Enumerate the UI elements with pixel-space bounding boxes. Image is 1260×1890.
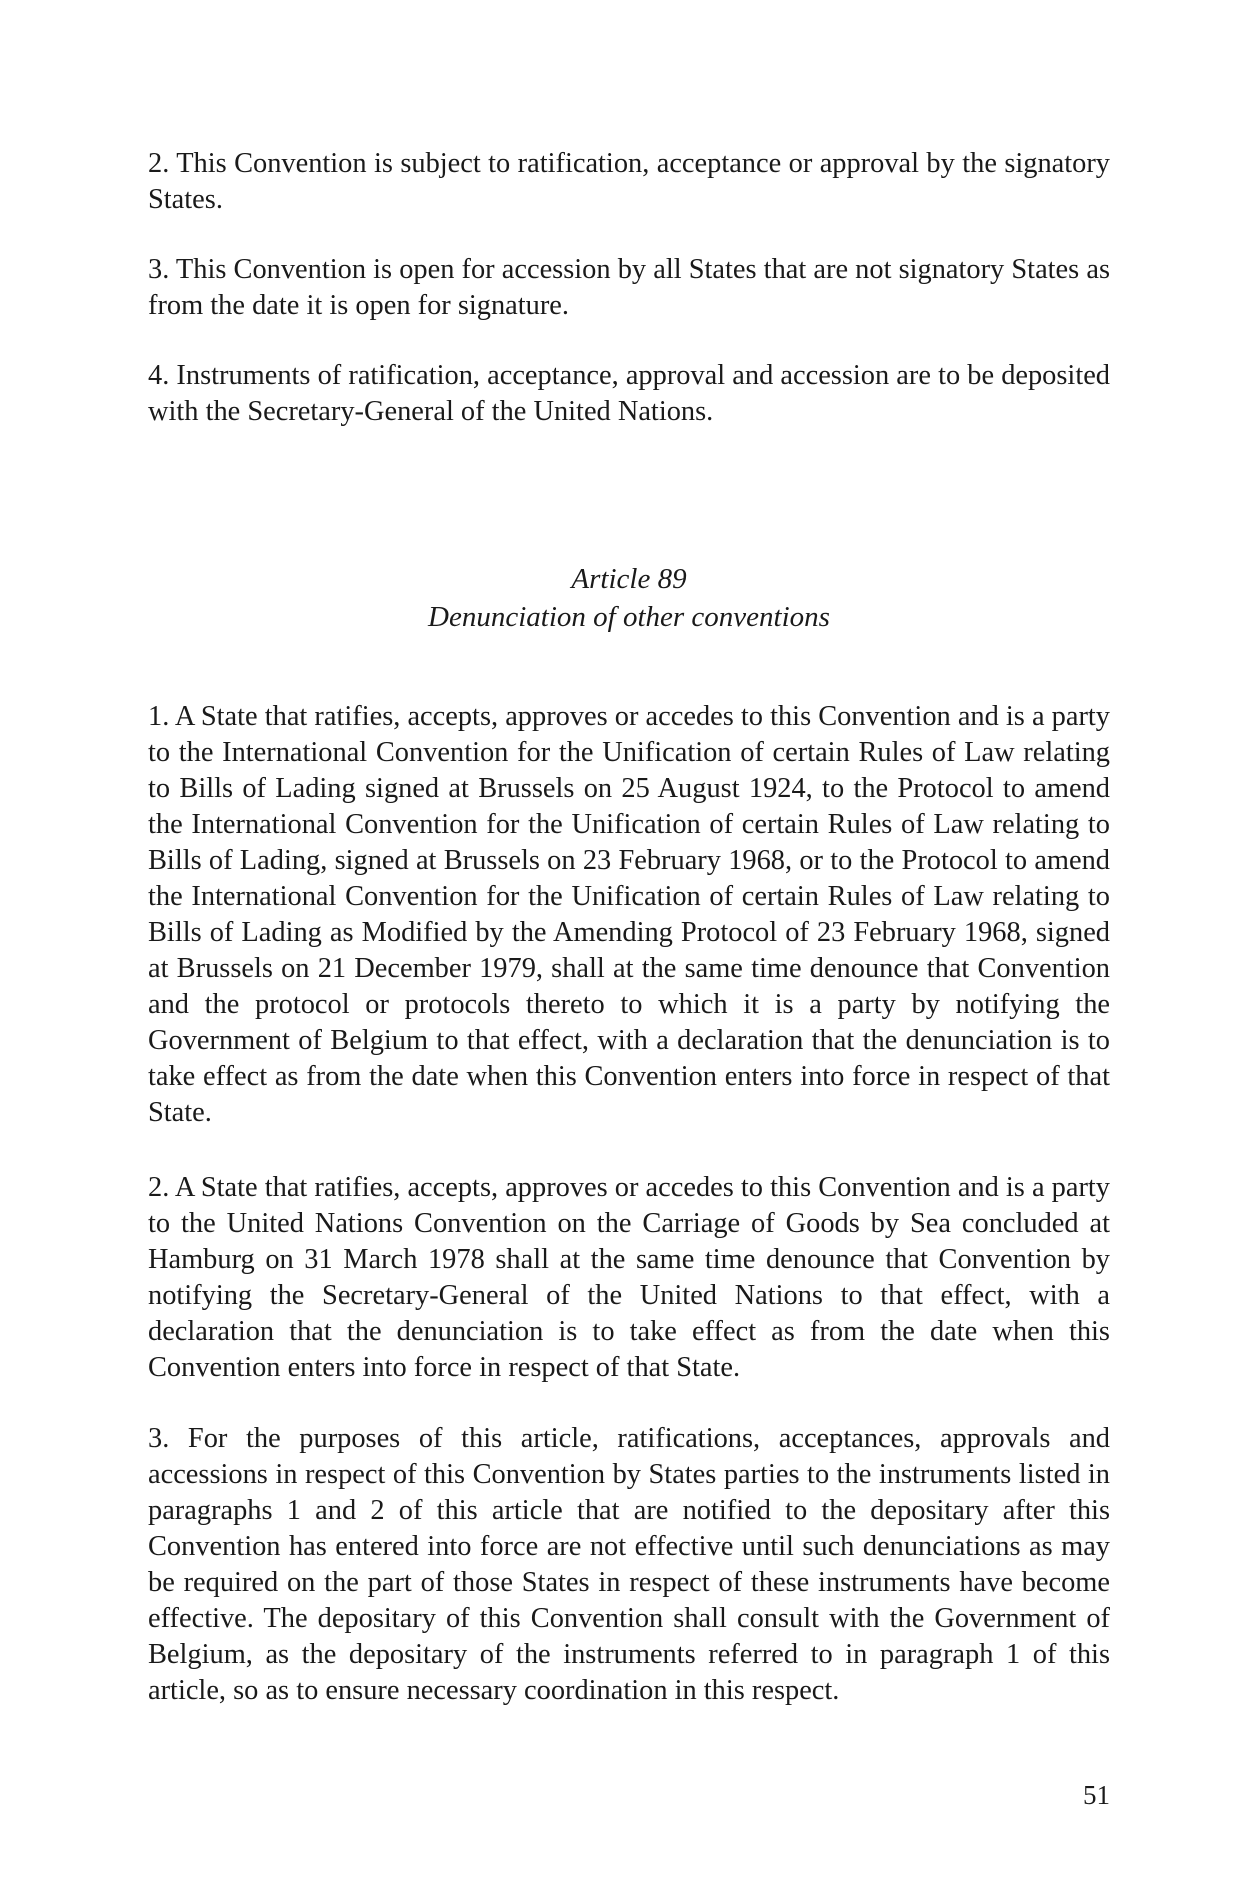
article-title-heading: Denunciation of other conventions xyxy=(428,601,830,633)
paragraph-text: 3. This Convention is open for accession by all States that are not signatory States as from the date it is open for signature. xyxy=(148,254,1110,321)
paragraph-text: 1. A State that ratifies, accepts, approves or accedes to this Convention and is a party to the International Convention for the Unification of certain Rules of Law relating to Bills of Lading signed at Brussels on 25 August 1924, to the Protocol to amend the International Convention for the Unification of certain Rules of Law relating to Bills of Lading, signed at Brussels on 23 February 1968, or to the Protocol to amend the International Convention for the Unification of certain Rules of Law relating to Bills of Lading as Modified by the Amending Protocol of 23 February 1968, signed at Brussels on 21 December 1979, shall at the same time denounce that Convention and the protocol or protocols thereto to which it is a party by notifying the Government of Belgium to that effect, with a declaration that the denunciation is to take effect as from the date when this Convention enters into force in respect of that State. xyxy=(148,701,1110,1128)
paragraph-text: 4. Instruments of ratification, acceptance, approval and accession are to be deposited with the Secretary-General of the United Nations. xyxy=(148,360,1110,427)
article-paragraph-1 xyxy=(148,699,1110,1131)
paragraph-2-ratification xyxy=(148,146,1110,218)
article-paragraph-3 xyxy=(148,1421,1110,1709)
article-paragraph-2 xyxy=(148,1170,1110,1386)
paragraph-3-accession xyxy=(148,252,1110,324)
paragraph-4-instruments xyxy=(148,358,1110,430)
paragraph-text: 3. For the purposes of this article, ratifications, acceptances, approvals and accessions in respect of this Convention by States parties to the instruments listed in paragraphs 1 and 2 of this article that are notified to the depositary after this Convention has entered into force are not effective until such denunciations as may be required on the part of those States in respect of these instruments have become effective. The depositary of this Convention shall consult with the Government of Belgium, as the depositary of the instruments referred to in paragraph 1 of this article, so as to ensure necessary coordination in this respect. xyxy=(148,1423,1110,1706)
page-number: 51 xyxy=(1083,1780,1110,1810)
article-number-heading: Article 89 xyxy=(571,563,687,595)
paragraph-text: 2. This Convention is subject to ratification, acceptance or approval by the signatory States. xyxy=(148,148,1110,215)
paragraph-text: 2. A State that ratifies, accepts, approves or accedes to this Convention and is a party to the United Nations Convention on the Carriage of Goods by Sea concluded at Hamburg on 31 March 1978 shall at the same time denounce that Convention by notifying the Secretary-General of the United Nations to that effect, with a declaration that the denunciation is to take effect as from the date when this Convention enters into force in respect of that State. xyxy=(148,1172,1110,1383)
